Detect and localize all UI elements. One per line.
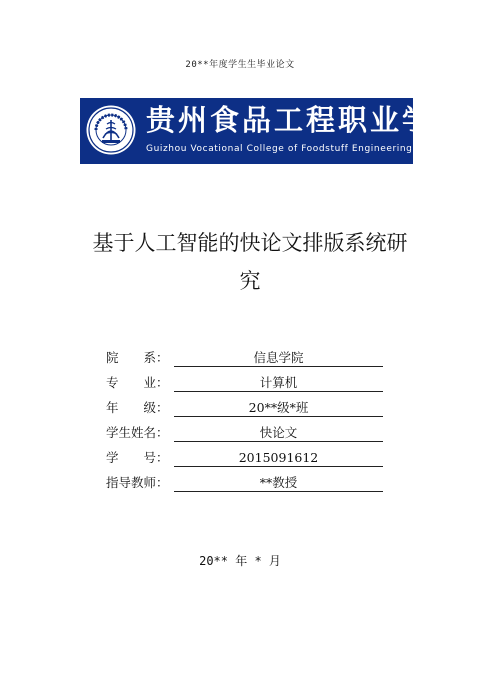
department-label: 院 系： (106, 350, 169, 365)
thesis-title: 基于人工智能的快论文排版系统研究 (92, 231, 408, 293)
college-seal-icon (85, 104, 137, 156)
advisor-label: 指导教师： (106, 475, 169, 490)
college-chinese-name: 贵州食品工程职业学院 (146, 103, 467, 137)
grade-label: 年 级： (106, 400, 169, 415)
page-header: 20**年度学生生毕业论文 (185, 60, 295, 70)
major-label: 专 业： (106, 375, 169, 390)
major-value: 计算机 (174, 373, 383, 392)
advisor-value: **教授 (174, 473, 383, 492)
student-name-value: 快论文 (174, 423, 383, 442)
student-id-label: 学 号： (106, 450, 169, 465)
info-row-student-name (106, 423, 396, 448)
info-row-student-id (106, 448, 396, 473)
department-value: 信息学院 (174, 348, 383, 367)
student-name-label: 学生姓名： (106, 425, 169, 440)
college-english-name: Guizhou Vocational College of Foodstuff Engineering (146, 144, 413, 154)
grade-value: 20**级*班 (174, 398, 383, 417)
student-info-block (106, 348, 396, 498)
student-id-value: 2015091612 (174, 448, 383, 467)
info-row-major (106, 373, 396, 398)
info-row-advisor (106, 473, 396, 498)
info-row-grade (106, 398, 396, 423)
college-banner (80, 98, 467, 164)
info-row-department (106, 348, 396, 373)
submission-date: 20** 年 * 月 (199, 554, 281, 568)
